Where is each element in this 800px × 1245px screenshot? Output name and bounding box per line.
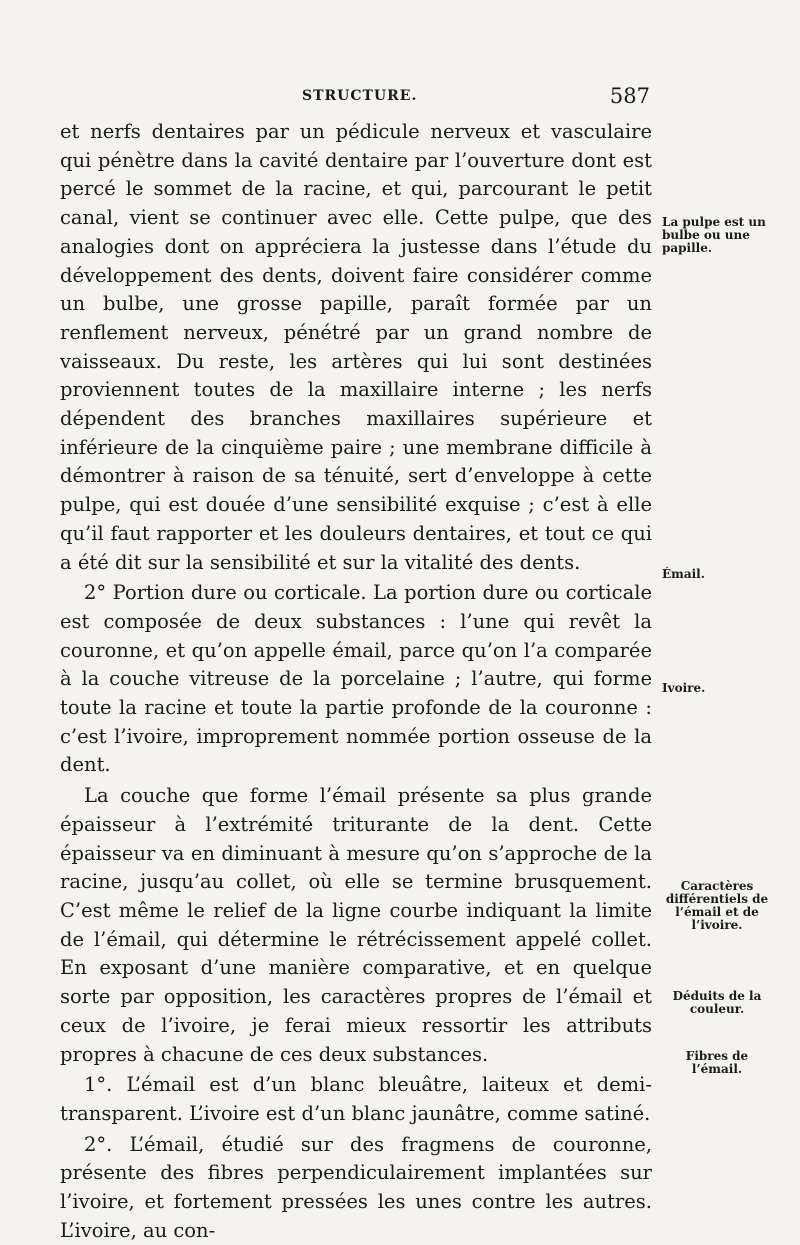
sidenote-email: Émail. bbox=[662, 567, 705, 581]
sidenote-ivoire: Ivoire. bbox=[662, 681, 706, 695]
paragraph-couche-email: La couche que forme l’émail présente sa plus grande épaisseur à l’extrémité triturante de la dent. Cette épaisseur va en diminuant à mesure qu’on s’approche de la racine, jusqu’au collet, où elle se termine brusquement. C’est même le relief de la ligne courbe indiquant la limite de l’émail, qui détermine le rétrécissement appelé collet. En exposant d’une manière comparative, et en quelque sorte par opposition, les caractères propres de l’émail et ceux de l’ivoire, je ferai mieux ressortir les attributs propres à chacune de ces deux substances. bbox=[60, 784, 652, 1066]
paragraph-pulpe: et nerfs dentaires par un pédicule nerveux et vasculaire qui pénètre dans la cavité dentaire par l’ouverture dont est percé le sommet de la racine, et qui, parcourant le petit canal, vient se continuer avec elle. Cette pulpe, que des analogies dont on appréciera la justesse dans l’étude du développement des dents, doivent faire considérer comme un bulbe, une grosse papille, paraît formée par un renflement nerveux, pénétré par un grand nombre de vaisseaux. Du reste, les artères qui lui sont destinées proviennent toutes de la maxillaire interne ; les nerfs dépendent des branches maxillaires supérieure et inférieure de la cinquième paire ; une membrane difficile à démontrer à raison de sa ténuité, sert d’enveloppe à cette pulpe, qui est douée d’une sensibilité exquise ; c’est à elle qu’il faut rapporter et les douleurs dentaires, et tout ce qui a été dit sur la sensibilité et sur la vitalité des dents. bbox=[60, 120, 652, 574]
sidenote-couleur: Déduits de la couleur. bbox=[672, 989, 762, 1016]
page-header bbox=[60, 84, 650, 114]
sidenote-caracteres: Caractères différentiels de l’émail et de l’ivoire. bbox=[665, 879, 769, 932]
running-head: STRUCTURE. bbox=[302, 88, 418, 104]
paragraph-portion-dure: 2° Portion dure ou corticale. La portion dure ou corticale est composée de deux substances : l’une qui revêt la couronne, et qu’on appelle émail, parce qu’on l’a comparée à la couche vitreuse de la porcelaine ; l’autre, qui forme toute la racine et toute la partie profonde de la couronne : c’est l’ivoire, improprement nommée portion osseuse de la dent. bbox=[60, 581, 652, 777]
sidenote-pulpe: La pulpe est un bulbe ou une papille. bbox=[662, 215, 766, 255]
paragraph-couleur: 1°. L’émail est d’un blanc bleuâtre, laiteux et demi-transparent. L’ivoire est d’un blanc jaunâtre, comme satiné. bbox=[60, 1073, 652, 1125]
page-number: 587 bbox=[609, 84, 650, 108]
sidenote-fibres: Fibres de l’émail. bbox=[685, 1049, 749, 1076]
paragraph-fibres: 2°. L’émail, étudié sur des fragmens de couronne, présente des fibres perpendiculairement implantées sur l’ivoire, et fortement pressées les unes contre les autres. L’ivoire, au con- bbox=[60, 1132, 652, 1242]
body-text bbox=[60, 118, 652, 1245]
